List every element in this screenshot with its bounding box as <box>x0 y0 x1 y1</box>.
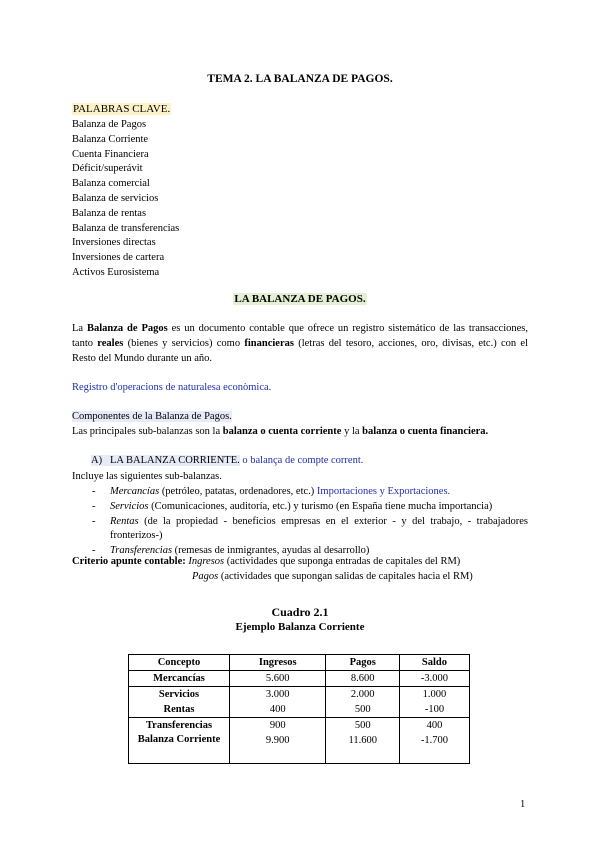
keyword-item: Activos Eurosistema <box>72 266 160 278</box>
components-block <box>72 410 528 440</box>
table-subcaption: Ejemplo Balanza Corriente <box>235 621 365 633</box>
includes-line: Incluye las siguientes sub-balanzas. <box>72 471 222 482</box>
list-item: - Transferencias (remesas de inmigrantes, ayudas al desarrollo) <box>92 545 370 557</box>
table-row: Transferencias 900 500 400 <box>129 718 470 734</box>
keyword-item: Balanza comercial <box>72 178 150 190</box>
keyword-item: Cuenta Financiera <box>72 148 149 160</box>
list-item: - Rentas (de la propiedad - beneficios empresas en el exterior - y del trabajo, - trabajadores fronterizos-) <box>92 515 528 542</box>
col-header: Concepto <box>129 655 230 671</box>
table-row: Balanza Corriente 9.900 11.600 -1.700 <box>129 733 470 764</box>
keyword-item: Balanza Corriente <box>72 133 149 145</box>
keyword-item: Inversiones de cartera <box>72 252 165 264</box>
keyword-item: Balanza de Pagos <box>72 119 147 130</box>
col-header: Pagos <box>326 655 399 671</box>
col-header: Ingresos <box>230 655 326 671</box>
components-text: Las principales sub-balanzas son la balanza o cuenta corriente y la balanza o cuenta financiera. <box>72 425 489 437</box>
intro-paragraph: La Balanza de Pagos es un documento contable que ofrece un registro sistemático de las transacciones, tanto reales (bienes y servicios) como financieras (letras del tesoro, acciones, oro, divisas, etc.) con el Resto del Mundo durante un año. <box>72 323 529 364</box>
keyword-item: Balanza de rentas <box>72 207 147 219</box>
list-item: - Mercancías (petróleo, patatas, ordenadores, etc.) Importaciones y Exportaciones. <box>92 486 451 497</box>
criterio-line: Criterio apunte contable: Ingresos (actividades que suponga entradas de capitales del RM) <box>72 556 461 567</box>
list-item: - Servicios (Comunicaciones, auditoría, etc.) y turismo (en España tiene mucha importancia) <box>92 500 493 512</box>
balanza-table <box>128 654 470 764</box>
table-row: Rentas 400 500 -100 <box>129 702 470 718</box>
table-caption: Cuadro 2.1 <box>271 605 329 619</box>
keywords-heading: PALABRAS CLAVE. <box>73 103 171 115</box>
section-heading: LA BALANZA DE PAGOS. <box>234 293 366 305</box>
keywords-list <box>72 118 179 281</box>
document-title: TEMA 2. LA BALANZA DE PAGOS. <box>207 73 393 85</box>
section-a-heading: A) LA BALANZA CORRIENTE. o balança de compte corrent. <box>91 455 364 466</box>
table-row: Mercancías 5.600 8.600 -3.000 <box>129 671 470 687</box>
keyword-item: Déficit/superávit <box>72 163 143 175</box>
page-number: 1 <box>520 799 526 810</box>
table-row: Servicios 3.000 2.000 1.000 <box>129 687 470 703</box>
subbalanzas-list <box>92 485 528 559</box>
table-header-row <box>129 655 470 671</box>
keyword-item: Inversiones directas <box>72 237 156 249</box>
keyword-item: Balanza de servicios <box>72 192 159 204</box>
col-header: Saldo <box>399 655 469 671</box>
keyword-item: Balanza de transferencias <box>72 222 180 234</box>
pagos-line: Pagos (actividades que supongan salidas de capitales hacia el RM) <box>192 571 473 582</box>
components-heading: Componentes de la Balanza de Pagos. <box>72 411 232 422</box>
registro-note: Registro d'operacions de naturalesa econòmica. <box>72 382 272 393</box>
